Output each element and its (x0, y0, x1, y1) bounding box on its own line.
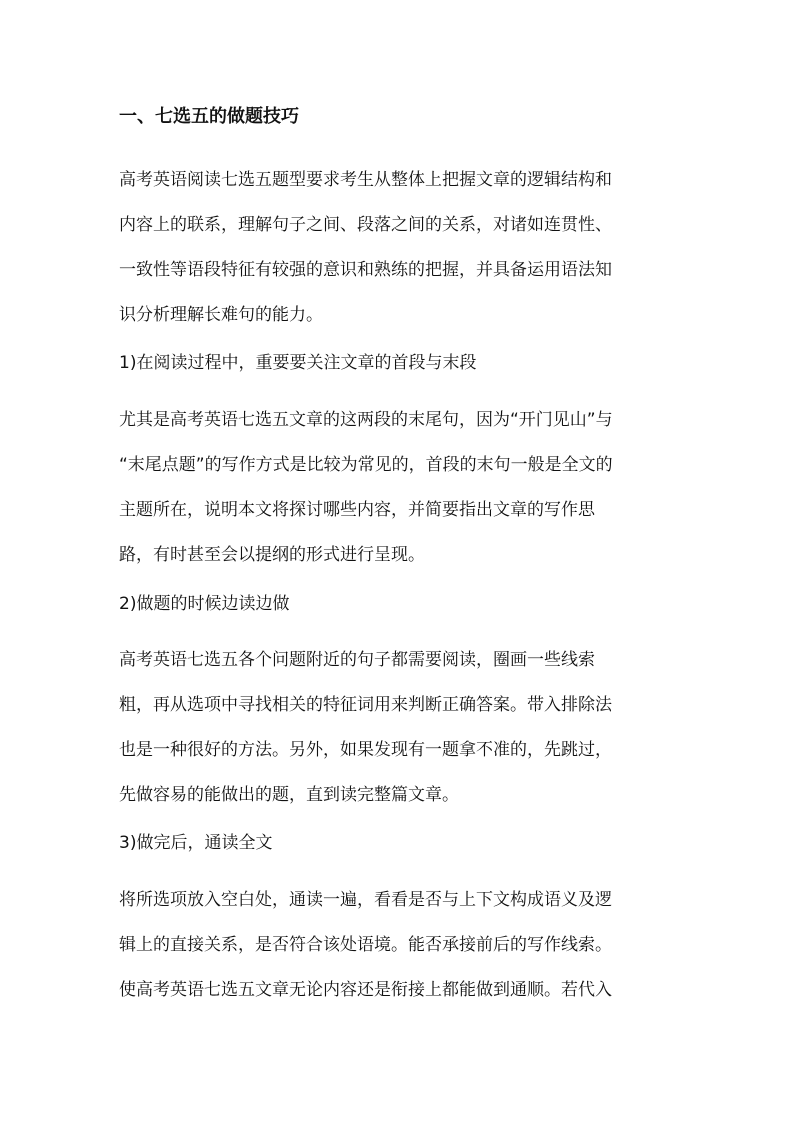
tip3-line: 使高考英语七选五文章无论内容还是衔接上都能做到通顺。若代入 (119, 980, 612, 1000)
tip1-line: 路，有时甚至会以提纲的形式进行呈现。 (119, 545, 425, 565)
tip2-line: 先做容易的能做出的题，直到读完整篇文章。 (119, 785, 459, 805)
tip1-line: 尤其是高考英语七选五文章的这两段的末尾句，因为“开门见山”与 (119, 410, 613, 430)
tip2-line: 粗，再从选项中寻找相关的特征词用来判断正确答案。带入排除法 (119, 695, 612, 715)
tip1-paragraph (119, 398, 679, 578)
tip1-line: 主题所在，说明本文将探讨哪些内容，并简要指出文章的写作思 (119, 500, 595, 520)
tip3-line: 将所选项放入空白处，通读一遍，看看是否与上下文构成语义及逻 (119, 890, 612, 910)
tip1-title: 1)在阅读过程中，重要要关注文章的首段与末段 (119, 353, 477, 373)
tip2-line: 也是一种很好的方法。另外，如果发现有一题拿不准的，先跳过， (119, 740, 612, 760)
section-heading: 一、七选五的做题技巧 (119, 106, 299, 127)
tip2-paragraph (119, 638, 679, 818)
tip1-line: “末尾点题”的写作方式是比较为常见的，首段的末句一般是全文的 (119, 455, 613, 475)
intro-line: 识分析理解长难句的能力。 (119, 305, 323, 325)
tip2-title: 2)做题的时候边读边做 (119, 594, 290, 614)
tip3-title: 3)做完后，通读全文 (119, 833, 273, 853)
intro-paragraph (119, 158, 679, 338)
tip3-line: 辑上的直接关系，是否符合该处语境。能否承接前后的写作线索。 (119, 935, 612, 955)
intro-line: 一致性等语段特征有较强的意识和熟练的把握，并具备运用语法知 (119, 260, 612, 280)
tip2-line: 高考英语七选五各个问题附近的句子都需要阅读，圈画一些线索 (119, 650, 595, 670)
intro-line: 内容上的联系，理解句子之间、段落之间的关系，对诸如连贯性、 (119, 215, 612, 235)
intro-line: 高考英语阅读七选五题型要求考生从整体上把握文章的逻辑结构和 (119, 170, 612, 190)
tip3-paragraph (119, 878, 679, 1013)
